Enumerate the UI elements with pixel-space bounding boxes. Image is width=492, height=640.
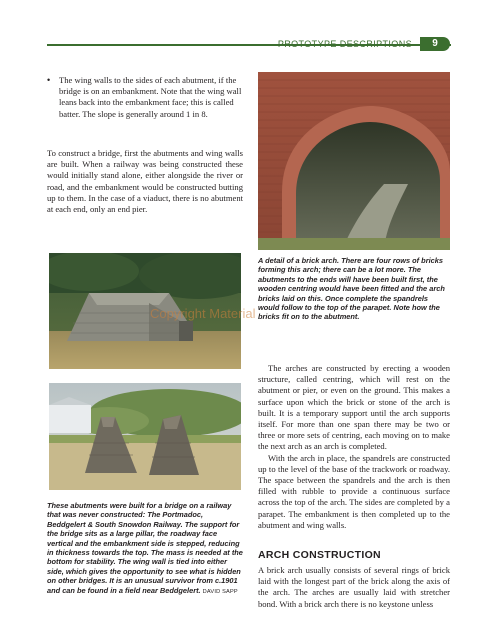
page-number: 9 xyxy=(420,37,450,51)
arch-construction-paragraph: A brick arch usually consists of several rings of brick laid with the longest part of the brick along the axis of the arch. The arches are usually laid with stretcher bond. With a brick arch there is no keystone unless xyxy=(258,565,450,609)
bullet-text: The wing walls to the sides of each abutment, if the bridge is on an embankment. Note that the wing wall leans back into the embankment face; this is called batter. The slope is generally around 1 in 8. xyxy=(59,75,242,119)
construction-paragraph xyxy=(47,148,243,215)
arch-construction-heading: ARCH CONSTRUCTION xyxy=(258,549,381,561)
arch-construction-text xyxy=(258,565,450,610)
photo-credit: DAVID SAPP xyxy=(202,588,238,595)
arch-photo-caption-text: A detail of a brick arch. There are four rows of bricks forming this arch; there can be a lot more. The abutments to the ends will have been built first, the wooden centring would have been fitted and the arch bricks laid on this. Once complete the spandrels would follow to the top of the parapet. Note how the bricks fit on to the abutment. xyxy=(258,256,445,322)
photo-two-abutments xyxy=(49,383,241,490)
bullet-dot-icon: • xyxy=(47,75,51,85)
construction-paragraph-text: To construct a bridge, first the abutments and wing walls are built. When a railway was being constructed these would initially stand alone, either alongside the river or road, and the embankment would be constructed butting up to them. In the case of a viaduct, there is no abutment at each end, only an end pier. xyxy=(47,148,243,215)
photo-brick-arch xyxy=(258,72,450,250)
centring-paragraph: The arches are constructed by erecting a wooden structure, called centring, which will rest on the abutment or pier, or even on the ground. This makes a surface upon which the brick or stone of the arch is built. It is a temporary support until the arch supports itself. For more than one span there may be two or three or more sets of centring, each moving on to make the next arch as an arch is completed. xyxy=(258,363,450,452)
watermark: Copyright Material xyxy=(150,306,256,321)
abutments-photo-caption-text: These abutments were built for a bridge on a railway that was never constructed: The Portmadoc, Beddgelert & South Snowdon Railway. The support for the bridge sits as a large pillar, the roadway face vertical and the embankment side is stepped, reducing in thickness towards the top. The mass is needed at the bottom for stability. The wing wall is tied into either side, which gives the opportunity to see what is hidden on other bridges. It is an unusual survivor from c.1901 and can be found in a field near Beddgelert. xyxy=(47,501,243,595)
bullet-item xyxy=(47,75,243,120)
centring-text xyxy=(258,363,450,531)
abutments-photo-caption xyxy=(47,501,243,597)
arch-photo-caption xyxy=(258,256,450,322)
spandrels-paragraph: With the arch in place, the spandrels are constructed up to the level of the base of the trackwork or roadway. The space between the spandrels and the arch is then filled with rubble to provide a continuous surface across the top of the arch. The sides are completed by a parapet. The embankment is then completed up to the abutment and wing walls. xyxy=(258,452,450,530)
photo-abutment-field xyxy=(49,253,241,369)
section-title: PROTOTYPE DESCRIPTIONS xyxy=(277,39,412,49)
